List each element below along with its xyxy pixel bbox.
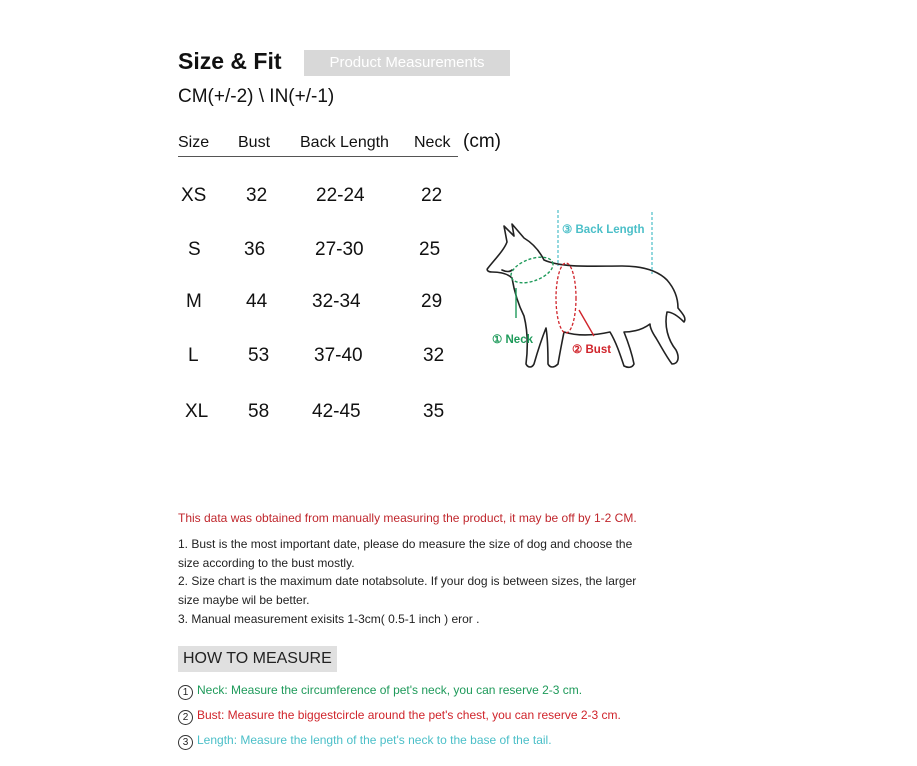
size-cell: M xyxy=(186,291,202,312)
neck-cell: 35 xyxy=(423,401,445,422)
neck-cell: 22 xyxy=(421,185,443,206)
number-2-icon: 2 xyxy=(178,710,193,725)
note-line: size according to the bust mostly. xyxy=(178,555,355,570)
size-cell: XL xyxy=(185,401,209,422)
neck-label: ① Neck xyxy=(492,334,533,346)
notes-list xyxy=(178,535,678,629)
neck-cell: 29 xyxy=(421,291,443,312)
back-length-cell: 27-30 xyxy=(315,239,364,260)
unit-note: (cm) xyxy=(463,131,501,152)
neck-cell: 25 xyxy=(419,239,441,260)
neck-measure-line xyxy=(508,252,557,288)
back-length-cell: 37-40 xyxy=(314,345,363,366)
length-instruction-text: Length: Measure the length of the pet's neck to the base of the tail. xyxy=(197,733,552,747)
how-to-measure-heading: HOW TO MEASURE xyxy=(178,646,337,672)
bust-cell: 36 xyxy=(244,239,266,260)
bust-cell: 32 xyxy=(246,185,268,206)
header-divider xyxy=(178,156,458,157)
note-line: 1. Bust is the most important date, please do measure the size of dog and choose the xyxy=(178,537,633,551)
bust-measure-line xyxy=(556,263,576,333)
units-label: CM(+/-2) \ IN(+/-1) xyxy=(178,86,335,107)
bust-cell: 58 xyxy=(248,401,270,422)
neck-instruction-text: Neck: Measure the circumference of pet's neck, you can reserve 2-3 cm. xyxy=(197,683,583,697)
number-3-icon: 3 xyxy=(178,735,193,750)
neck-cell: 32 xyxy=(423,345,445,366)
bust-cell: 44 xyxy=(246,291,268,312)
bust-cell: 53 xyxy=(248,345,270,366)
bust-pointer-line xyxy=(579,310,594,336)
note-line: 2. Size chart is the maximum date notabsolute. If your dog is between sizes, the larger xyxy=(178,574,637,589)
page-title: Size & Fit xyxy=(178,48,282,74)
product-measurements-badge: Product Measurements xyxy=(304,50,510,76)
back-length-label: ③ Back Length xyxy=(562,224,645,236)
back-length-cell: 42-45 xyxy=(312,401,361,422)
column-header-bust: Bust xyxy=(238,134,271,151)
back-length-cell: 32-34 xyxy=(312,291,361,312)
back-length-cell: 22-24 xyxy=(316,185,365,206)
note-line: 3. Manual measurement exisits 1-3cm( 0.5-1 inch ) eror . xyxy=(178,611,480,626)
neck-instruction xyxy=(178,683,582,700)
bust-instruction-text: Bust: Measure the biggestcircle around the pet's chest, you can reserve 2-3 cm. xyxy=(197,708,621,722)
bust-label: ② Bust xyxy=(572,344,612,356)
number-1-icon: 1 xyxy=(178,685,193,700)
bust-instruction xyxy=(178,708,621,725)
length-instruction xyxy=(178,733,552,750)
size-cell: L xyxy=(188,345,199,366)
size-cell: S xyxy=(188,239,201,260)
note-line: size maybe wil be better. xyxy=(178,593,310,608)
column-header-size: Size xyxy=(178,134,210,151)
column-header-back-length: Back Length xyxy=(300,134,389,151)
size-cell: XS xyxy=(181,185,207,206)
column-header-neck: Neck xyxy=(414,134,451,151)
measurement-warning: This data was obtained from manually measuring the product, it may be off by 1-2 CM. xyxy=(178,511,637,525)
dog-measurement-diagram xyxy=(482,208,697,378)
